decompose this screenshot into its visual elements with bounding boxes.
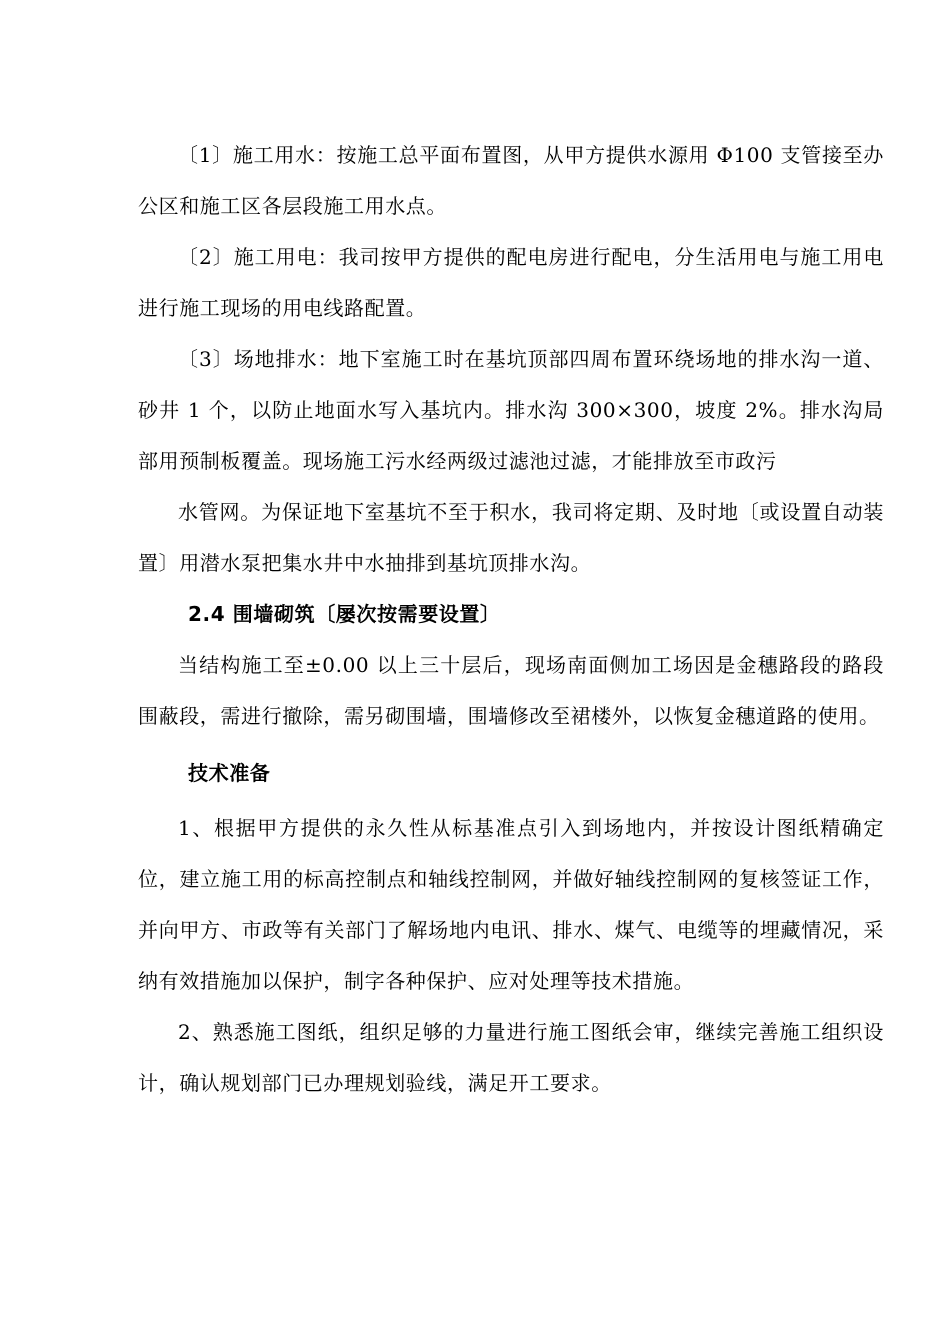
paragraph-wall-construction: 当结构施工至±0.00 以上三十层后，现场南面侧加工场因是金穗路段的路段围蔽段，需进行撤除，需另砌围墙，围墙修改至裙楼外，以恢复金穗道路的使用。 <box>138 653 884 728</box>
paragraph-drawing-review: 2、熟悉施工图纸，组织足够的力量进行施工图纸会审，继续完善施工组织设计，确认规划部门已办理规划验线，满足开工要求。 <box>138 1020 884 1095</box>
paragraph-power-supply: 〔2〕施工用电：我司按甲方提供的配电房进行配电，分生活用电与施工用电进行施工现场的用电线路配置。 <box>138 245 884 320</box>
section-heading-wall: 2.4 围墙砌筑〔屡次按需要设置〕 <box>188 602 501 626</box>
section-heading-technical-prep: 技术准备 <box>188 761 271 785</box>
paragraph-sewer-network: 水管网。为保证地下室基坑不至于积水，我司将定期、及时地〔或设置自动装置〕用潜水泵把集水井中水抽排到基坑顶排水沟。 <box>138 500 884 575</box>
paragraph-site-drainage: 〔3〕场地排水：地下室施工时在基坑顶部四周布置环绕场地的排水沟一道、砂井 1 个，以防止地面水写入基坑内。排水沟 300×300，坡度 2%。排水沟局部用预制板覆盖。现场施工污水经两级过滤池过滤，才能排放至市政污 <box>138 347 884 473</box>
paragraph-water-supply: 〔1〕施工用水：按施工总平面布置图，从甲方提供水源用 Φ100 支管接至办公区和施工区各层段施工用水点。 <box>138 143 884 218</box>
paragraph-survey-control: 1、根据甲方提供的永久性从标基准点引入到场地内，并按设计图纸精确定位，建立施工用的标高控制点和轴线控制网，并做好轴线控制网的复核签证工作，并向甲方、市政等有关部门了解场地内电讯、排水、煤气、电缆等的埋藏情况，采纳有效措施加以保护，制字各种保护、应对处理等技术措施。 <box>138 816 884 993</box>
document-body <box>138 130 884 1109</box>
